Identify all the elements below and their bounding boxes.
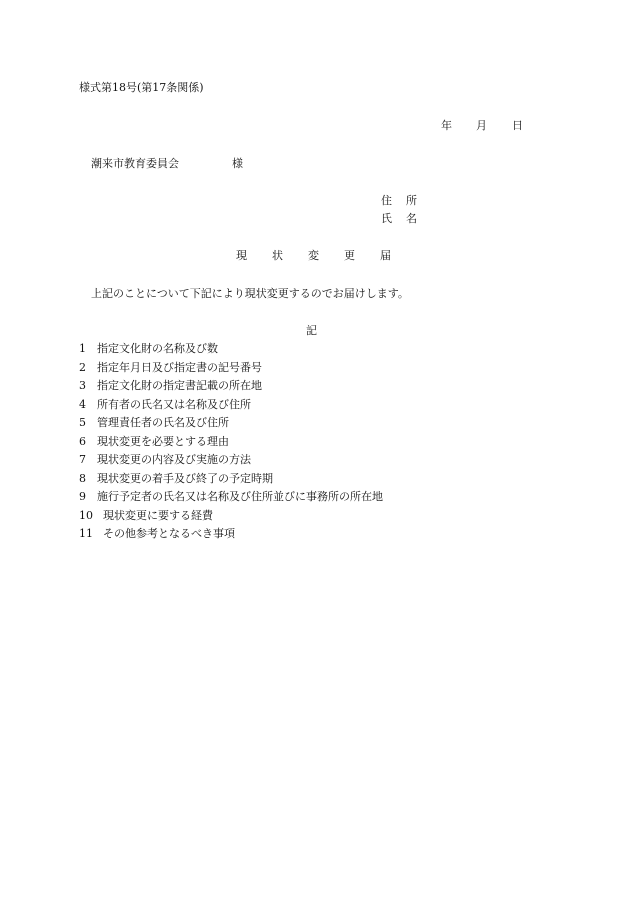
list-item: [79, 473, 383, 492]
item-number: 11: [79, 527, 93, 541]
applicant-address-label: [381, 195, 431, 206]
document-title: [236, 250, 416, 261]
item-number: 1: [79, 342, 86, 355]
item-number: 2: [79, 360, 86, 374]
item-text: 現状変更の内容及び実施の方法: [97, 453, 251, 467]
list-item: [79, 491, 383, 510]
document-title-char: 変: [308, 249, 319, 262]
item-text: 指定文化財の名称及び数: [97, 342, 218, 355]
list-item: [79, 343, 383, 362]
document-title-char: 届: [380, 249, 391, 262]
applicant-address-char: 住: [381, 194, 392, 207]
document-title-char: 更: [344, 249, 355, 262]
form-number: 様式第18号(第17条関係): [79, 81, 204, 94]
list-item: [79, 510, 383, 529]
intro-statement: 上記のことについて下記により現状変更するのでお届けします。: [91, 287, 409, 300]
item-text: その他参考となるべき事項: [103, 527, 235, 541]
list-item: [79, 436, 383, 455]
date-year-label: 年: [441, 119, 452, 132]
item-number: 8: [79, 471, 86, 485]
item-text: 所有者の氏名又は名称及び住所: [97, 397, 251, 411]
ki-heading: 記: [306, 324, 317, 337]
item-number: 4: [79, 397, 86, 411]
date-month-label: 月: [476, 119, 487, 132]
list-item: [79, 380, 383, 399]
applicant-name-char: 氏: [381, 212, 392, 225]
item-text: 現状変更を必要とする理由: [97, 434, 229, 448]
item-number: 5: [79, 416, 86, 430]
item-number: 7: [79, 453, 86, 467]
item-number: 3: [79, 379, 86, 393]
item-number: 9: [79, 490, 86, 504]
item-text: 指定年月日及び指定書の記号番号: [97, 360, 262, 374]
list-item: [79, 399, 383, 418]
date-day-label: 日: [512, 119, 523, 132]
list-item: [79, 454, 383, 473]
item-text: 施行予定者の氏名又は名称及び住所並びに事務所の所在地: [97, 490, 383, 504]
applicant-name-char: 名: [406, 212, 417, 225]
applicant-address-char: 所: [406, 194, 417, 207]
item-number: 10: [79, 508, 93, 522]
addressee-honorific: 様: [232, 157, 243, 170]
list-item: [79, 528, 383, 547]
document-title-char: 現: [236, 249, 247, 262]
addressee-organization: 潮来市教育委員会: [91, 157, 179, 170]
list-item: [79, 417, 383, 436]
item-text: 現状変更に要する経費: [103, 508, 213, 522]
document-title-char: 状: [272, 249, 283, 262]
list-item: [79, 362, 383, 381]
item-list: [79, 343, 383, 547]
applicant-name-label: [381, 213, 431, 224]
item-text: 現状変更の着手及び終了の予定時期: [97, 471, 273, 485]
item-number: 6: [79, 434, 86, 448]
item-text: 指定文化財の指定書記載の所在地: [97, 379, 262, 393]
item-text: 管理責任者の氏名及び住所: [97, 416, 229, 430]
